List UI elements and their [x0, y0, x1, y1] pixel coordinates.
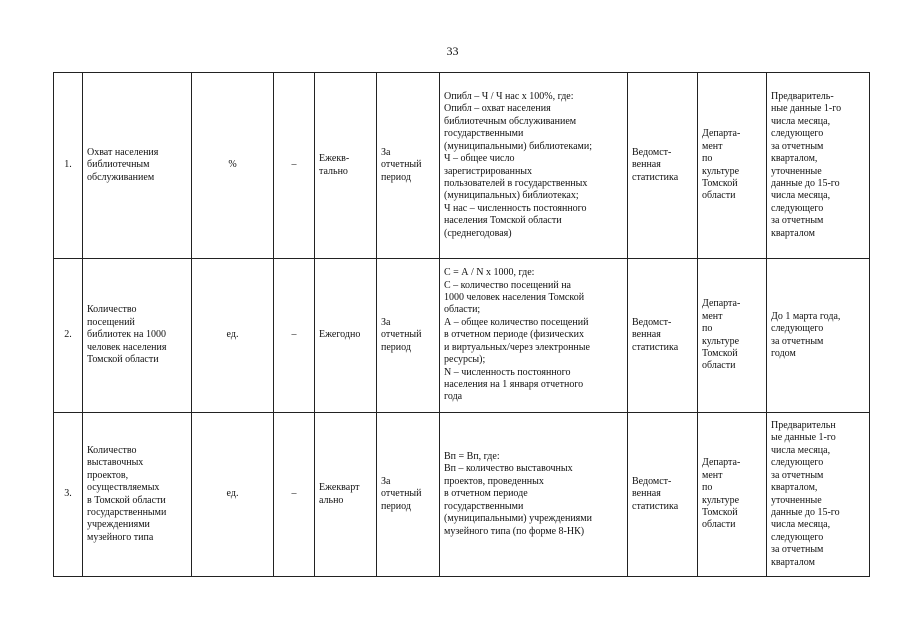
source-cell: Ведомст- венная статистика	[628, 73, 698, 259]
indicator-name: Количество посещений библиотек на 1000 человек населения Томской области	[83, 259, 192, 413]
table-row	[54, 413, 870, 577]
deadline-cell: Предварительн ые данные 1-го числа месяца, следующего за отчетным кварталом, уточненные данные до 15-го числа месяца, следующего за отчетным кварталом	[767, 413, 870, 577]
period-cell: За отчетный период	[377, 73, 440, 259]
source-cell: Ведомст- венная статистика	[628, 259, 698, 413]
indicators-table	[53, 72, 870, 577]
row-number: 2.	[54, 259, 83, 413]
department-cell: Департа- мент по культуре Томской области	[698, 259, 767, 413]
table-row	[54, 259, 870, 413]
formula-cell: Вп = Вп, где: Вп – количество выставочных проектов, проведенных в отчетном периоде государственными (муниципальными) учреждениями музейного типа (по форме 8-НК)	[440, 413, 628, 577]
dash-cell: –	[274, 413, 315, 577]
formula-cell: Опибл – Ч / Ч нас х 100%, где: Опибл – охват населения библиотечным обслуживанием государственными (муниципальными) библиотеками; Ч – общее число зарегистрированных пользователей в государственных (муниципальных) библиотеках; Ч нас – численность постоянного населения Томской области (среднегодовая)	[440, 73, 628, 259]
unit-cell: %	[192, 73, 274, 259]
period-cell: За отчетный период	[377, 413, 440, 577]
unit-cell: ед.	[192, 413, 274, 577]
deadline-cell: До 1 марта года, следующего за отчетным годом	[767, 259, 870, 413]
deadline-cell: Предваритель- ные данные 1-го числа месяца, следующего за отчетным кварталом, уточненные данные до 15-го числа месяца, следующего за отчетным кварталом	[767, 73, 870, 259]
dash-cell: –	[274, 73, 315, 259]
frequency-cell: Ежекв- тально	[315, 73, 377, 259]
page-number: 33	[446, 44, 459, 58]
formula-cell: С = А / N х 1000, где: С – количество посещений на 1000 человек населения Томской области; А – общее количество посещений в отчетном периоде (физических и виртуальных/через электронные ресурсы); N – численность постоянного населения на 1 января отчетного года	[440, 259, 628, 413]
dash-cell: –	[274, 259, 315, 413]
frequency-cell: Ежегодно	[315, 259, 377, 413]
source-cell: Ведомст- венная статистика	[628, 413, 698, 577]
department-cell: Департа- мент по культуре Томской области	[698, 413, 767, 577]
unit-cell: ед.	[192, 259, 274, 413]
indicator-name: Охват населения библиотечным обслуживанием	[83, 73, 192, 259]
table-row	[54, 73, 870, 259]
row-number: 1.	[54, 73, 83, 259]
period-cell: За отчетный период	[377, 259, 440, 413]
indicator-name: Количество выставочных проектов, осуществляемых в Томской области государственными учреждениями музейного типа	[83, 413, 192, 577]
row-number: 3.	[54, 413, 83, 577]
department-cell: Департа- мент по культуре Томской области	[698, 73, 767, 259]
frequency-cell: Ежекварт ально	[315, 413, 377, 577]
